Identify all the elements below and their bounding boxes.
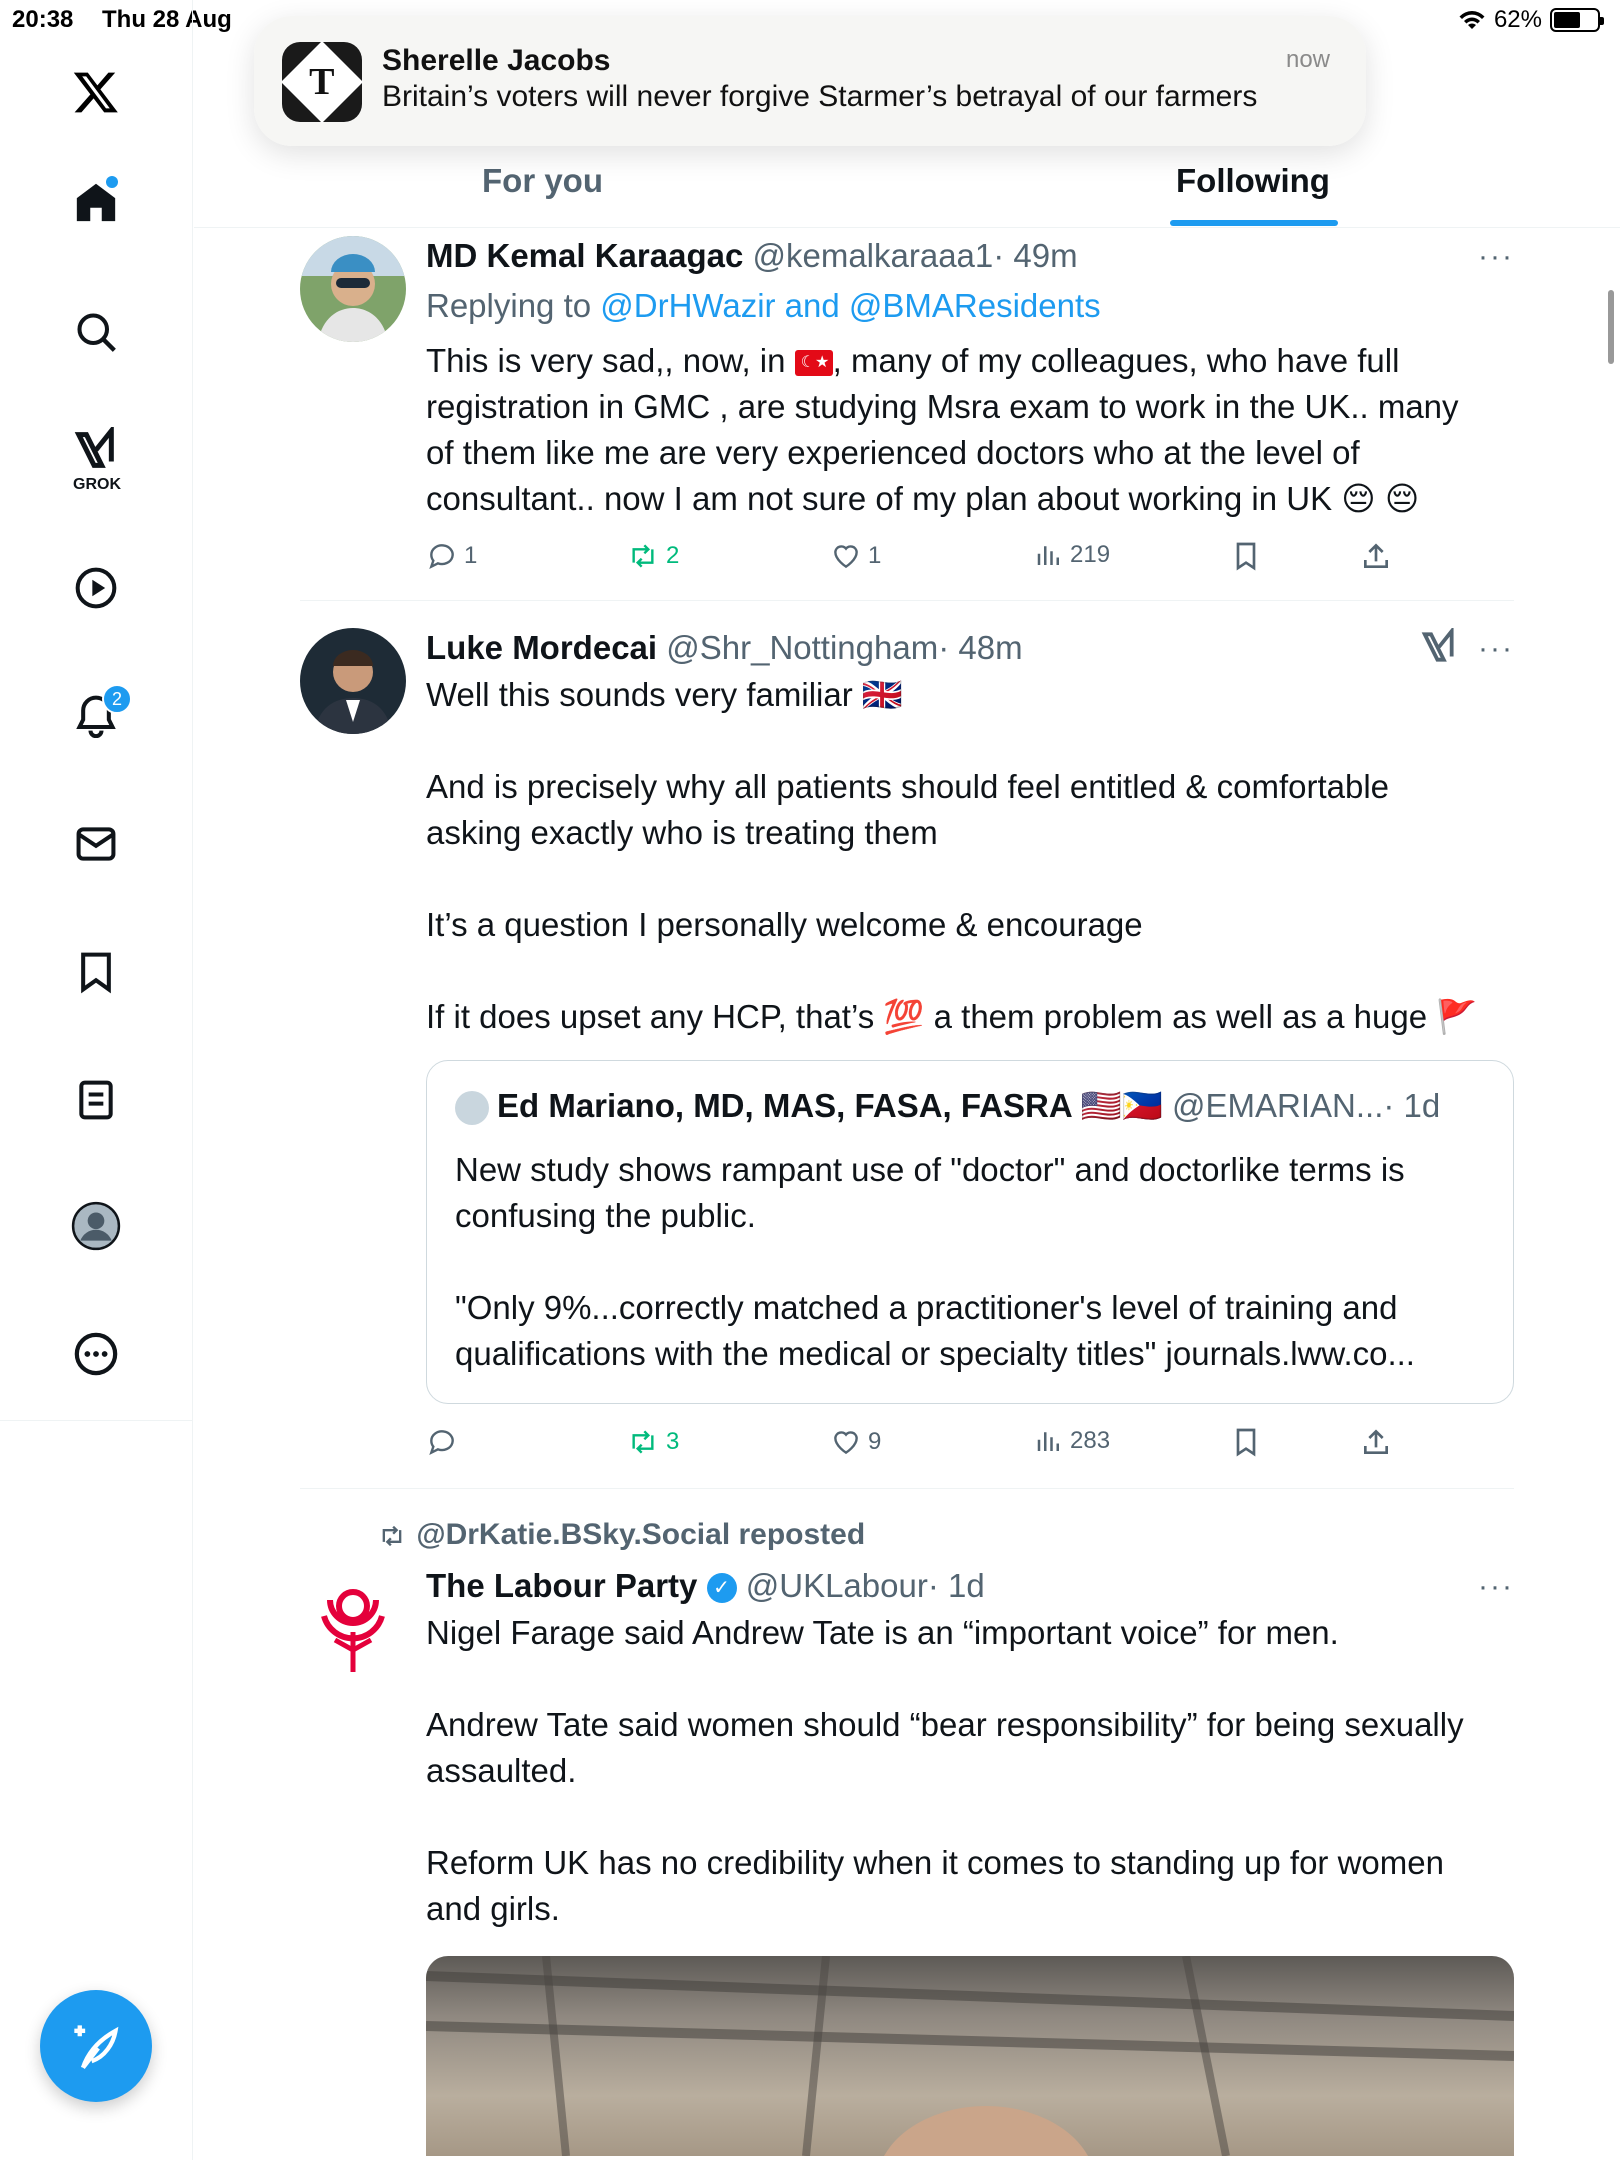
reply-button[interactable] — [426, 540, 477, 572]
tweet-text-line: It’s a question I personally welcome & encourage — [426, 906, 1143, 943]
profile-icon[interactable] — [66, 1196, 126, 1256]
wifi-icon — [1458, 9, 1486, 31]
repost-count: 2 — [666, 542, 680, 569]
reposted-by-label: @DrKatie.BSky.Social reposted — [416, 1518, 866, 1551]
tweet-text-line — [426, 1794, 1514, 1840]
repost-button[interactable] — [626, 540, 679, 572]
tweet-time[interactable]: · 48m — [938, 629, 1023, 666]
tweet-text-line — [426, 718, 1514, 764]
avatar[interactable] — [300, 628, 406, 734]
search-icon[interactable] — [66, 302, 126, 362]
grok-label: GROK — [73, 476, 121, 493]
share-icon — [1360, 540, 1392, 572]
tweet-time[interactable]: · 1d — [927, 1567, 985, 1604]
quoted-tweet[interactable] — [426, 1060, 1514, 1404]
tweet-text-line: consultant.. now I am not sure of my plan about working in UK 😔 😔 — [426, 480, 1420, 517]
notifications-badge: 2 — [102, 684, 132, 714]
avatar[interactable] — [300, 236, 406, 342]
lists-icon[interactable] — [66, 1070, 126, 1130]
replying-to-handles[interactable]: @DrHWazir and @BMAResidents — [600, 287, 1101, 324]
tweet-text-line: Reform UK has no credibility when it comes to standing up for women — [426, 1844, 1444, 1881]
tweet-text-line: assaulted. — [426, 1752, 577, 1789]
tweet-author-handle[interactable]: @UKLabour — [745, 1567, 928, 1604]
views-icon — [1034, 540, 1064, 570]
status-date: Thu 28 Aug — [102, 6, 232, 33]
verified-badge-icon: ✓ — [707, 1573, 737, 1603]
tweet-author-name[interactable]: MD Kemal Karaagac — [426, 237, 744, 274]
scrollbar[interactable] — [1608, 290, 1614, 364]
more-options-icon[interactable]: ··· — [1478, 240, 1514, 273]
like-count: 1 — [868, 542, 882, 569]
bookmarks-icon[interactable] — [66, 942, 126, 1002]
battery-icon — [1550, 8, 1600, 32]
share-button[interactable] — [1360, 1426, 1392, 1458]
grok-explain-icon[interactable] — [1420, 628, 1458, 671]
video-icon[interactable] — [66, 558, 126, 618]
tweet-text-line: And is precisely why all patients should feel entitled & comfortable — [426, 768, 1390, 805]
reply-count: 1 — [464, 542, 478, 569]
tweet-actions — [426, 540, 1514, 580]
like-button[interactable] — [830, 540, 881, 572]
notification-title: Sherelle Jacobs — [382, 44, 611, 77]
like-count: 9 — [868, 1428, 882, 1455]
tweet-text-segment: This is very sad,, now, in — [426, 342, 795, 379]
quoted-text-line: "Only 9%...correctly matched a practitioner's level of training and — [455, 1289, 1398, 1326]
tweet-actions — [426, 1426, 1514, 1466]
tweet-author-name[interactable]: Luke Mordecai — [426, 629, 658, 666]
repost-icon — [626, 1426, 660, 1458]
heart-icon — [830, 540, 862, 572]
tweet-text-line: Nigel Farage said Andrew Tate is an “important voice” for men. — [426, 1614, 1339, 1651]
views-button[interactable] — [1034, 1426, 1110, 1456]
timeline-tabs — [194, 140, 1620, 228]
quoted-avatar[interactable] — [455, 1091, 489, 1125]
tweet-divider — [300, 600, 1514, 601]
tweet-divider — [300, 1488, 1514, 1489]
view-count: 283 — [1070, 1427, 1111, 1454]
turkey-flag-icon — [795, 350, 833, 376]
repost-icon — [626, 540, 660, 572]
tweet-text — [426, 672, 1514, 1040]
tweet-author-name[interactable]: The Labour Party — [426, 1567, 698, 1604]
more-icon[interactable] — [66, 1324, 126, 1384]
views-button[interactable] — [1034, 540, 1110, 570]
share-icon — [1360, 1426, 1392, 1458]
reply-button[interactable] — [426, 1426, 464, 1458]
home-icon[interactable] — [66, 172, 126, 232]
tweet-text-line: and girls. — [426, 1890, 560, 1927]
quoted-author-name[interactable]: Ed Mariano, MD, MAS, FASA, FASRA 🇺🇸🇵🇭 — [497, 1087, 1163, 1124]
reply-icon — [426, 1426, 458, 1458]
bookmark-icon — [1230, 1426, 1262, 1458]
tweet-text-line: Andrew Tate said women should “bear responsibility” for being sexually — [426, 1706, 1464, 1743]
view-count: 219 — [1070, 541, 1111, 568]
heart-icon — [830, 1426, 862, 1458]
quoted-text-line: confusing the public. — [455, 1197, 756, 1234]
more-options-icon[interactable]: ··· — [1478, 1570, 1514, 1603]
quoted-text-line — [455, 1239, 1495, 1285]
push-notification[interactable] — [254, 16, 1366, 146]
repost-icon — [376, 1522, 408, 1550]
replying-prefix: Replying to — [426, 287, 601, 324]
quoted-text-line: qualifications with the medical or specialty titles" journals.lww.co... — [455, 1335, 1415, 1372]
tweet-media-image[interactable] — [426, 1956, 1514, 2156]
tweet-text — [426, 338, 1514, 522]
views-icon — [1034, 1426, 1064, 1456]
tweet-author-handle[interactable]: @kemalkaraaa1 — [752, 237, 994, 274]
battery-percent: 62% — [1493, 6, 1542, 33]
compose-feather-icon — [70, 2020, 122, 2072]
quoted-text-line: New study shows rampant use of "doctor" and doctorlike terms is — [455, 1151, 1405, 1188]
telegraph-icon: T — [282, 42, 362, 122]
notification-time: now — [1285, 46, 1330, 73]
bookmark-button[interactable] — [1230, 540, 1262, 572]
tweet-text-line: asking exactly who is treating them — [426, 814, 938, 851]
sidebar-divider — [0, 1420, 193, 1421]
tweet-text-line — [426, 948, 1514, 994]
tweet-author-handle[interactable]: @Shr_Nottingham — [666, 629, 939, 666]
like-button[interactable] — [830, 1426, 881, 1458]
status-time: 20:38 — [12, 6, 74, 33]
tweet-time[interactable]: · 49m — [993, 237, 1078, 274]
repost-button[interactable] — [626, 1426, 679, 1458]
reposted-by[interactable] — [376, 1518, 865, 1552]
tweet-text-line: of them like me are very experienced doctors who at the level of — [426, 434, 1360, 471]
tweet-text — [426, 1610, 1514, 1932]
bookmark-icon — [1230, 540, 1262, 572]
notification-body: Britain’s voters will never forgive Starmer’s betrayal of our farmers — [382, 80, 1258, 113]
avatar[interactable] — [300, 1570, 406, 1676]
tweet-text-segment: , many of my colleagues, who have full — [832, 342, 1400, 379]
tab-following[interactable]: Following — [1176, 162, 1330, 199]
tweet-text-line: Well this sounds very familiar 🇬🇧 — [426, 676, 903, 713]
status-indicators — [1458, 6, 1600, 34]
tweet[interactable] — [300, 1516, 1514, 2160]
quoted-text — [455, 1147, 1495, 1377]
home-unread-dot — [106, 176, 118, 188]
quoted-author-handle[interactable]: @EMARIAN... — [1172, 1087, 1384, 1124]
bookmark-button[interactable] — [1230, 1426, 1262, 1458]
reply-icon — [426, 540, 458, 572]
x-logo-icon[interactable] — [66, 62, 126, 122]
quoted-time: · 1d — [1383, 1087, 1441, 1124]
tweet-text-line — [426, 1656, 1514, 1702]
tweet-text-line: registration in GMC , are studying Msra exam to work in the UK.. many — [426, 388, 1459, 425]
tweet-text-line — [426, 856, 1514, 902]
tweet-text-line: If it does upset any HCP, that’s 💯 a them problem as well as a huge 🚩 — [426, 998, 1478, 1035]
notifications-icon[interactable] — [66, 686, 126, 746]
compose-button[interactable] — [40, 1990, 152, 2102]
share-button[interactable] — [1360, 540, 1392, 572]
repost-count: 3 — [666, 1428, 680, 1455]
replying-to — [426, 286, 1514, 326]
messages-icon[interactable] — [66, 814, 126, 874]
more-options-icon[interactable]: ··· — [1478, 632, 1514, 665]
sidebar — [0, 0, 193, 2160]
active-tab-indicator — [1170, 220, 1338, 226]
grok-icon[interactable] — [66, 420, 126, 480]
tab-for-you[interactable]: For you — [482, 162, 603, 199]
